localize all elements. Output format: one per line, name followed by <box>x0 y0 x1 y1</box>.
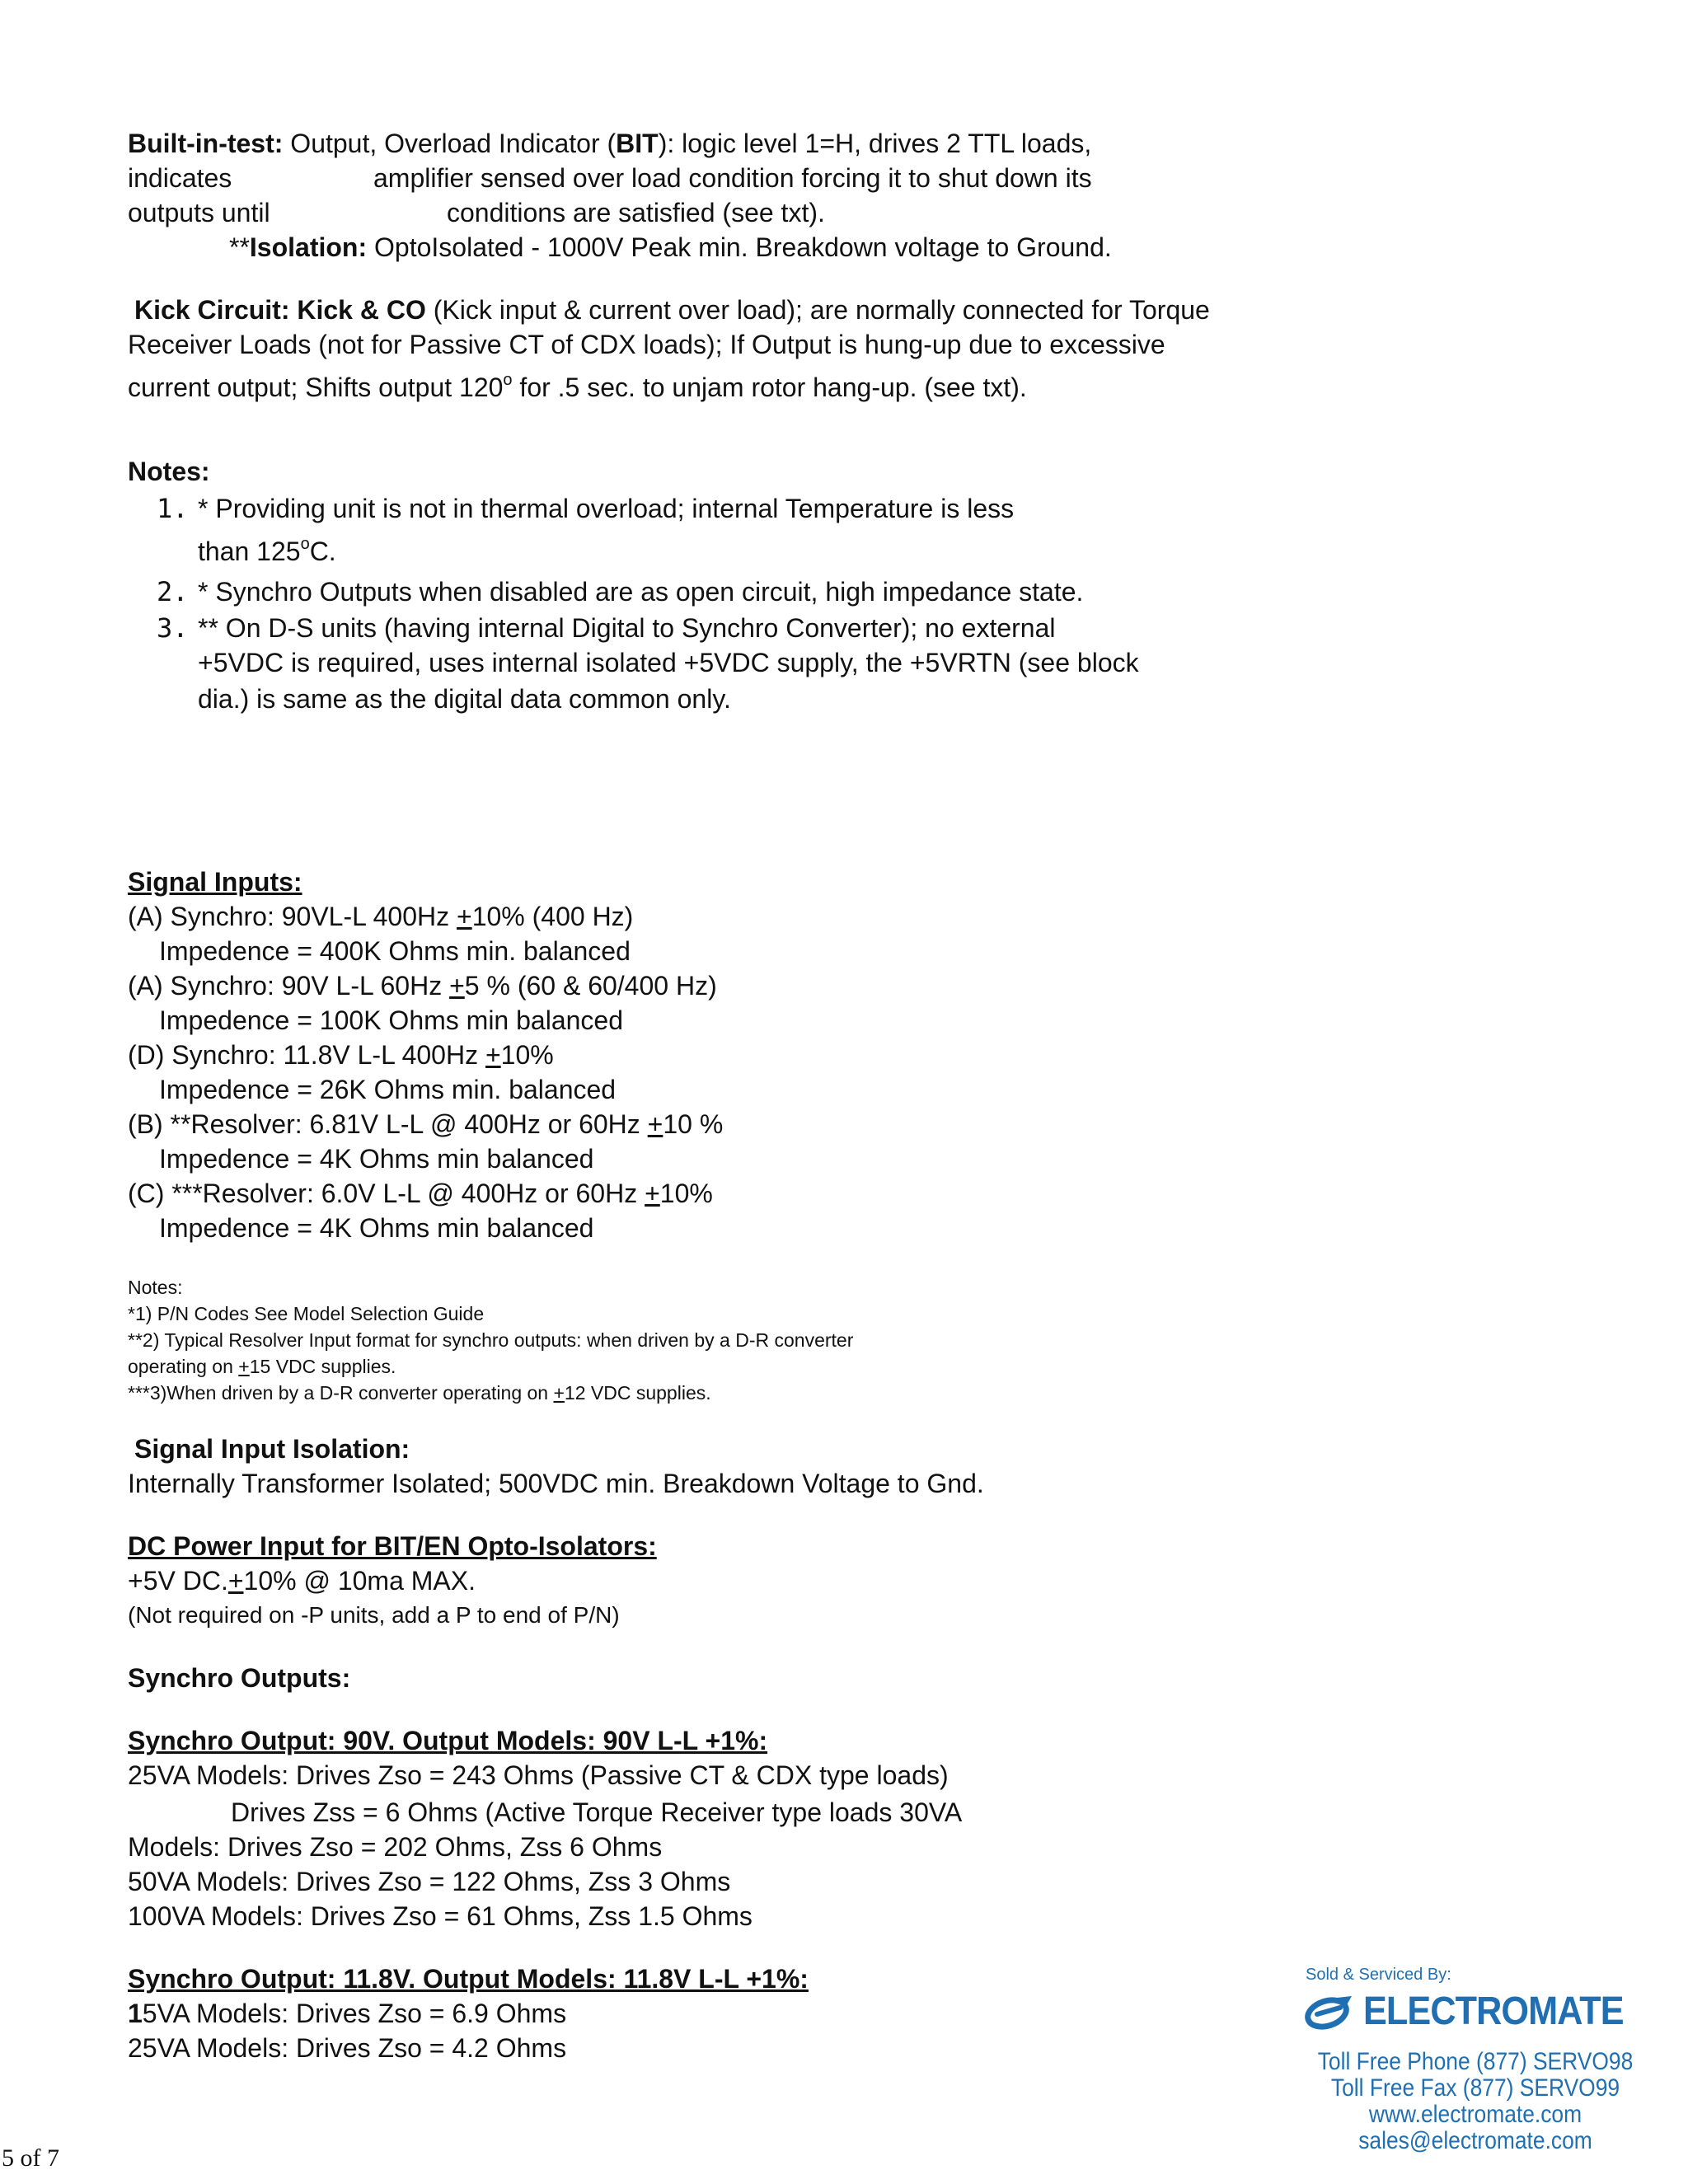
sold-by-label: Sold & Serviced By: <box>1306 1966 1451 1984</box>
iso-prefix: ** <box>229 232 250 262</box>
electromate-logo-block <box>1286 1966 1665 2163</box>
s118-text: 5VA Models: Drives Zso = 6.9 Ohms <box>142 1999 567 2028</box>
sn-text: 15 VDC supplies. <box>249 1356 396 1377</box>
dc-power-line1 <box>128 1563 476 1598</box>
impedance-line: Impedence = 100K Ohms min balanced <box>159 1005 623 1035</box>
synchro-90v-title: Synchro Output: 90V. Output Models: 90V L-L +1%: <box>128 1726 768 1755</box>
dc-text: 10% @ 10ma MAX. <box>243 1566 476 1596</box>
signal-input-line <box>128 1038 554 1072</box>
kick-label: Kick Circuit: Kick & CO <box>134 295 426 325</box>
signal-inputs-title: Signal Inputs: <box>128 867 302 897</box>
website-link[interactable]: www.electromate.com <box>1368 2101 1582 2128</box>
note-item-3-cont1: +5VDC is required, uses internal isolated +5VDC supply, the +5VRTN (see block <box>198 648 1139 677</box>
bit-label: Built-in-test: <box>128 129 284 158</box>
plus-minus: + <box>647 1109 663 1139</box>
bit-paragraph-line1 <box>128 126 1091 161</box>
note-item-2 <box>157 574 1083 609</box>
small-note-4 <box>128 1380 711 1406</box>
electromate-swoosh-icon <box>1304 1991 1355 2032</box>
note-item-1-cont <box>198 534 336 569</box>
kick-line3b: for .5 sec. to unjam rotor hang-up. (see txt). <box>512 373 1027 402</box>
bit-line2b: amplifier sensed over load condition forcing it to shut down its <box>373 163 1092 193</box>
toll-free-fax: Toll Free Fax (877) SERVO99 <box>1330 2074 1620 2102</box>
plus-minus: + <box>238 1356 250 1377</box>
kick-line1 <box>134 293 1210 327</box>
synchro-118v-title: Synchro Output: 11.8V. Output Models: 11.8V L-L +1%: <box>128 1964 809 1994</box>
note-text: ** On D-S units (having internal Digital to Synchro Converter); no external <box>198 613 1056 643</box>
kick-line3a: current output; Shifts output 120 <box>128 373 504 402</box>
impedance-line: Impedence = 26K Ohms min. balanced <box>159 1075 617 1104</box>
note-item-3 <box>157 611 1055 645</box>
impedance-line: Impedence = 4K Ohms min balanced <box>159 1213 594 1243</box>
email-link[interactable]: sales@electromate.com <box>1358 2127 1592 2154</box>
note-item-3-cont2: dia.) is same as the digital data common only. <box>198 684 731 714</box>
notes-title: Notes: <box>128 457 210 486</box>
bold-digit: 1 <box>128 1999 143 2028</box>
iso-text: OptoIsolated - 1000V Peak min. Breakdown voltage to Ground. <box>367 232 1112 262</box>
bit-isolation-line <box>229 230 1112 265</box>
note-cont-b: C. <box>309 537 336 566</box>
plus-minus: + <box>457 902 472 931</box>
si-text: (B) **Resolver: 6.81V L-L @ 400Hz or 60Hz <box>128 1109 648 1139</box>
bit-word: BIT <box>616 129 659 158</box>
note-text: * Synchro Outputs when disabled are as open circuit, high impedance state. <box>198 577 1084 607</box>
si-text: (D) Synchro: 11.8V L-L 400Hz <box>128 1040 485 1070</box>
si-text: 10% <box>659 1179 713 1208</box>
plus-minus: + <box>485 1040 501 1070</box>
synchro-90v-line: 25VA Models: Drives Zso = 243 Ohms (Passive CT & CDX type loads) <box>128 1760 949 1790</box>
sn-text: ***3)When driven by a D-R converter operating on <box>128 1382 554 1404</box>
iso-label: Isolation: <box>249 232 368 262</box>
bit-text-a: Output, Overload Indicator ( <box>283 129 617 158</box>
signal-input-line <box>128 1176 713 1211</box>
degree-sup: o <box>300 535 310 553</box>
toll-free-phone: Toll Free Phone (877) SERVO98 <box>1317 2048 1634 2075</box>
synchro-outputs-title: Synchro Outputs: <box>128 1663 351 1693</box>
dc-text: +5V DC. <box>128 1566 228 1596</box>
synchro-90v-line: Drives Zss = 6 Ohms (Active Torque Receiver type loads 30VA <box>231 1797 963 1827</box>
isolation-title: Signal Input Isolation: <box>134 1434 410 1464</box>
impedance-line: Impedence = 400K Ohms min. balanced <box>159 936 631 966</box>
note-cont-a: than 125 <box>198 537 301 566</box>
kick-line2: Receiver Loads (not for Passive CT of CDX loads); If Output is hung-up due to excessive <box>128 330 1165 359</box>
plus-minus: + <box>449 971 465 1001</box>
page-number: 5 of 7 <box>2 2144 59 2172</box>
small-note-1: *1) P/N Codes See Model Selection Guide <box>128 1303 485 1324</box>
bit-line3b: conditions are satisfied (see txt). <box>447 198 825 227</box>
small-note-3 <box>128 1353 396 1380</box>
synchro-90v-line: 100VA Models: Drives Zso = 61 Ohms, Zss 1.5 Ohms <box>128 1901 753 1931</box>
synchro-118v-line <box>128 1996 566 2031</box>
kick-degree-sup: o <box>503 371 513 389</box>
note-number: 3. <box>157 612 189 644</box>
synchro-118v-line: 25VA Models: Drives Zso = 4.2 Ohms <box>128 2033 567 2063</box>
plus-minus: + <box>227 1566 244 1596</box>
note-number: 2. <box>157 576 189 607</box>
plus-minus: + <box>645 1179 660 1208</box>
plus-minus: + <box>553 1382 565 1404</box>
kick-line3 <box>128 370 1027 405</box>
brand-row <box>1304 1989 1653 2034</box>
isolation-text: Internally Transformer Isolated; 500VDC min. Breakdown Voltage to Gnd. <box>128 1469 984 1498</box>
signal-input-line <box>128 968 717 1003</box>
small-notes-title: Notes: <box>128 1277 183 1298</box>
si-text: 10% (400 Hz) <box>471 902 634 931</box>
si-text: (A) Synchro: 90V L-L 60Hz <box>128 971 450 1001</box>
si-text: (A) Synchro: 90VL-L 400Hz <box>128 902 457 931</box>
si-text: 10 % <box>663 1109 724 1139</box>
si-text: (C) ***Resolver: 6.0V L-L @ 400Hz or 60Hz <box>128 1179 645 1208</box>
synchro-90v-line: 50VA Models: Drives Zso = 122 Ohms, Zss 3 Ohms <box>128 1867 731 1896</box>
bit-text-b: ): logic level 1=H, drives 2 TTL loads, <box>658 129 1092 158</box>
kick-text1: (Kick input & current over load); are normally connected for Torque <box>425 295 1210 325</box>
note-text: * Providing unit is not in thermal overload; internal Temperature is less <box>198 494 1015 523</box>
dc-power-title: DC Power Input for BIT/EN Opto-Isolators: <box>128 1531 657 1561</box>
si-text: 10% <box>500 1040 554 1070</box>
signal-input-line <box>128 1107 723 1141</box>
note-number: 1. <box>157 493 189 524</box>
sn-text: 12 VDC supplies. <box>564 1382 711 1404</box>
synchro-90v-line: Models: Drives Zso = 202 Ohms, Zss 6 Ohms <box>128 1832 663 1862</box>
bit-line3a: outputs until <box>128 198 270 227</box>
sn-text: operating on <box>128 1356 239 1377</box>
brand-name: ELECTROMATE <box>1363 1990 1624 2033</box>
dc-power-line2: (Not required on -P units, add a P to end of P/N) <box>128 1602 620 1628</box>
note-item-1 <box>157 491 1014 526</box>
signal-input-line <box>128 899 633 934</box>
bit-line2a: indicates <box>128 163 232 193</box>
small-note-2: **2) Typical Resolver Input format for synchro outputs: when driven by a D-R converter <box>128 1329 854 1351</box>
impedance-line: Impedence = 4K Ohms min balanced <box>159 1144 594 1174</box>
si-text: 5 % (60 & 60/400 Hz) <box>464 971 717 1001</box>
